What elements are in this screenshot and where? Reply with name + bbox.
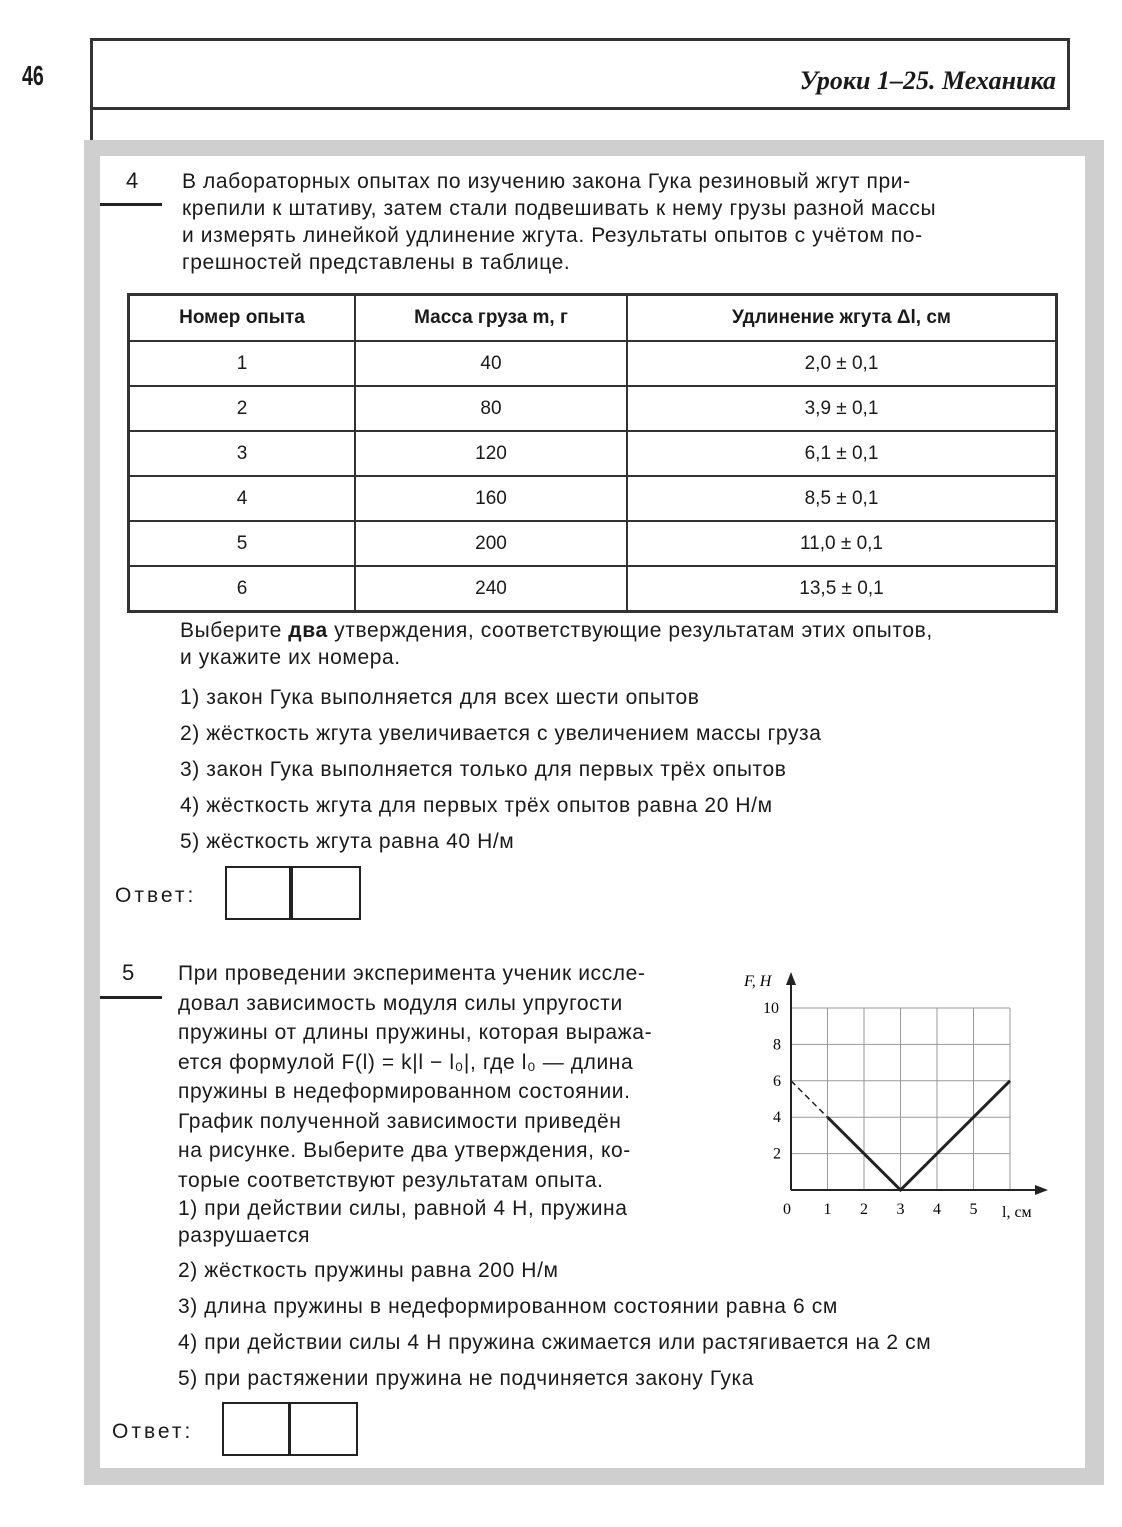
text-line: График полученной зависимости приведён (178, 1109, 622, 1133)
answer-box-2[interactable] (291, 866, 361, 920)
task-number: 4 (126, 168, 139, 193)
table-row (129, 341, 1057, 386)
x-axis-label: l, см (1002, 1204, 1032, 1221)
y-axis-arrow (786, 972, 796, 985)
column-header: Номер опыта (129, 295, 356, 342)
option: 5) при растяжении пружина не подчиняется закону Гука (178, 1367, 755, 1390)
text-line: довал зависимость модуля силы упругости (178, 991, 623, 1015)
column-header: Масса груза m, г (355, 295, 627, 342)
table-cell: 240 (355, 566, 627, 612)
x-tick-label: 2 (860, 1201, 868, 1218)
table-cell: 8,5 ± 0,1 (627, 476, 1057, 521)
table-cell: 6,1 ± 0,1 (627, 431, 1057, 476)
text-line: и укажите их номера. (180, 646, 401, 669)
option: 3) закон Гука выполняется только для первых трёх опытов (180, 758, 787, 781)
table-cell: 160 (355, 476, 627, 521)
y-axis-label: F, Н (744, 973, 772, 990)
table-row (129, 386, 1057, 431)
option: 2) жёсткость жгута увеличивается с увеличением массы груза (180, 722, 822, 745)
option: 4) жёсткость жгута для первых трёх опытов равна 20 Н/м (180, 794, 773, 817)
table-cell: 13,5 ± 0,1 (627, 566, 1057, 612)
table-cell: 2 (129, 386, 356, 431)
table-row (129, 566, 1057, 612)
text-line: пружины в недеформированном состоянии. (178, 1080, 631, 1103)
table-header-row (129, 295, 1057, 342)
text-line: торые соответствуют результатам опыта. (178, 1168, 604, 1192)
answer-label: Ответ: (112, 1420, 194, 1443)
option: разрушается (178, 1224, 311, 1247)
text-line: и измерять линейкой удлинение жгута. Результаты опытов с учётом по- (182, 224, 923, 247)
header-title: Уроки 1–25. Механика (799, 66, 1056, 95)
table-cell: 11,0 ± 0,1 (627, 521, 1057, 566)
option: 1) закон Гука выполняется для всех шести опытов (180, 686, 700, 709)
table-cell: 80 (355, 386, 627, 431)
y-tick-label: 6 (773, 1072, 781, 1090)
text-line: При проведении эксперимента ученик иссле- (178, 962, 646, 985)
task-number: 5 (122, 960, 135, 985)
table-row (129, 521, 1057, 566)
text: Выберите (180, 619, 289, 642)
table-row (129, 476, 1057, 521)
x-tick-label: 0 (783, 1201, 791, 1218)
divider (90, 110, 93, 140)
answer-box-1[interactable] (225, 866, 291, 920)
text-line: В лабораторных опытах по изучению закона Гука резиновый жгут при- (182, 170, 911, 193)
option: 4) при действии силы 4 Н пружина сжимается или растягивается на 2 см (178, 1331, 932, 1354)
divider (100, 996, 162, 999)
table-cell: 3 (129, 431, 356, 476)
task4-options (180, 680, 822, 860)
task5-text (178, 959, 723, 1195)
table-cell: 5 (129, 521, 356, 566)
force-length-graph (730, 960, 1060, 1230)
option: 5) жёсткость жгута равна 40 Н/м (180, 830, 515, 853)
series-line-solid (828, 1081, 1011, 1190)
y-tick-label: 4 (773, 1109, 781, 1127)
table-cell: 200 (355, 521, 627, 566)
table-cell: 6 (129, 566, 356, 612)
text-line: грешностей представлены в таблице. (182, 251, 571, 274)
text-line: ется формулой F(l) = k|l − l₀|, где l₀ — длина (178, 1050, 634, 1074)
table-cell: 4 (129, 476, 356, 521)
x-axis-arrow (1035, 1185, 1048, 1195)
x-tick-label: 1 (823, 1201, 832, 1218)
text-line: на рисунке. Выберите два утверждения, ко- (178, 1139, 631, 1162)
series-line-dashed (791, 1081, 828, 1117)
emphasis: два (288, 619, 328, 642)
text-line: пружины от длины пружины, которая выража- (178, 1021, 653, 1044)
divider (100, 203, 162, 206)
table-cell: 2,0 ± 0,1 (627, 341, 1057, 386)
x-tick-label: 4 (933, 1201, 941, 1218)
answer-label: Ответ: (115, 884, 197, 907)
task4-text (182, 168, 936, 276)
x-tick-label: 5 (969, 1201, 978, 1218)
y-tick-label: 10 (763, 1000, 779, 1017)
table-cell: 120 (355, 431, 627, 476)
answer-box-2[interactable] (289, 1402, 358, 1456)
y-tick-label: 2 (773, 1145, 781, 1163)
task4-prompt (180, 617, 933, 671)
option: 3) длина пружины в недеформированном состоянии равна 6 см (178, 1295, 838, 1318)
results-table (127, 293, 1058, 613)
table-cell: 3,9 ± 0,1 (627, 386, 1057, 431)
column-header: Удлинение жгута Δl, см (627, 295, 1057, 342)
page-number: 46 (22, 60, 44, 91)
table-cell: 1 (129, 341, 356, 386)
answer-box-1[interactable] (222, 1402, 290, 1456)
text: утверждения, соответствующие результатам этих опытов, (327, 619, 933, 642)
table-cell: 40 (355, 341, 627, 386)
x-tick-label: 3 (896, 1201, 905, 1218)
option: 2) жёсткость пружины равна 200 Н/м (178, 1259, 559, 1282)
y-tick-label: 8 (773, 1036, 781, 1054)
text-line: крепили к штативу, затем стали подвешивать к нему грузы разной массы (182, 197, 937, 220)
option: 1) при действии силы, равной 4 Н, пружина (178, 1197, 628, 1220)
table-row (129, 431, 1057, 476)
